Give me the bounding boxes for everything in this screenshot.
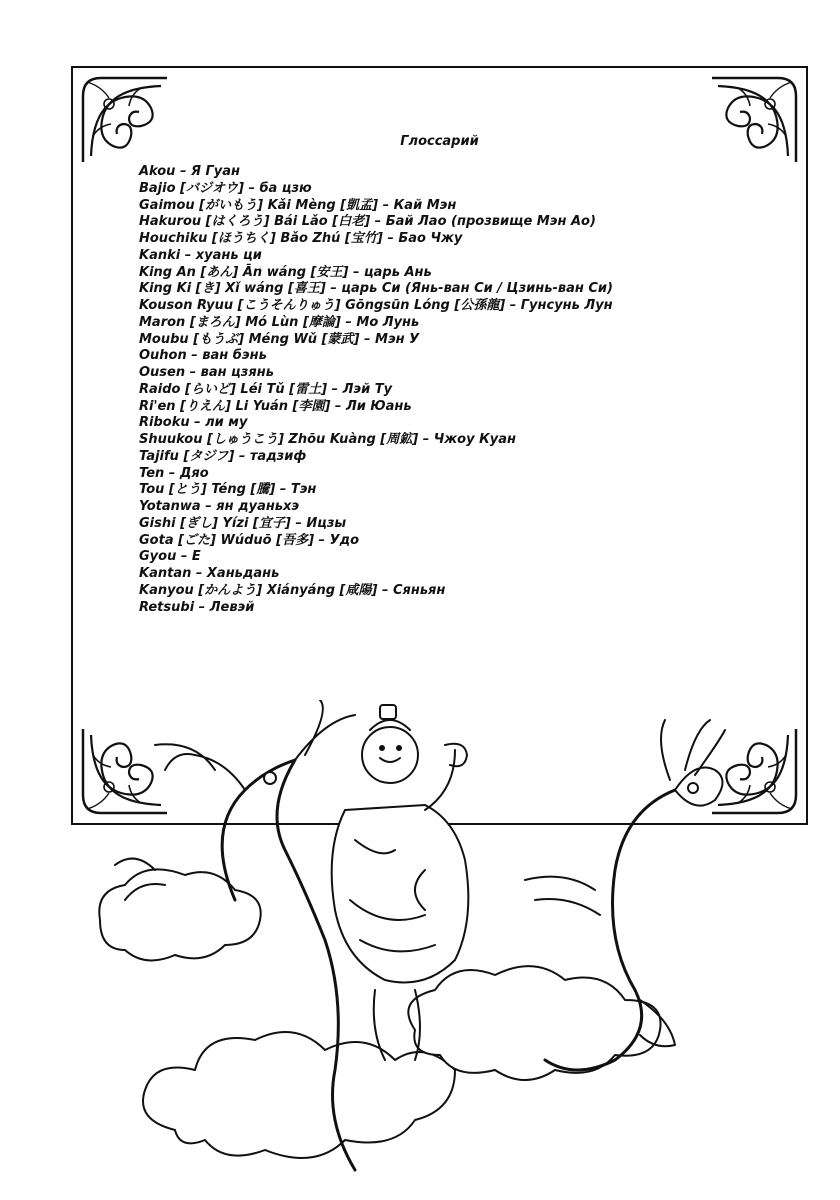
cloud bbox=[143, 1032, 455, 1158]
glossary-entry: Tajifu [タジフ] – тадзиф bbox=[139, 448, 307, 464]
glossary-entry: Bajio [バジオウ] – ба цзю bbox=[139, 180, 312, 196]
rider-robe bbox=[332, 805, 469, 983]
glossary-entry: King Ki [き] Xǐ wáng [喜王] – царь Си (Янь-ван Си / Цзинь-ван Си) bbox=[139, 281, 613, 297]
glossary-entry: Akou – Я Гуан bbox=[139, 164, 241, 179]
glossary-entry: Gishi [ぎし] Yízi [宜子] – Ицзы bbox=[139, 515, 347, 531]
glossary-entry: Gaimou [がいもう] Kǎi Mèng [凱孟] – Кай Мэн bbox=[139, 197, 457, 213]
glossary-entry: Kanki – хуань ци bbox=[139, 247, 262, 263]
glossary-entry: Moubu [もうぶ] Méng Wǔ [蒙武] – Мэн У bbox=[139, 331, 420, 347]
glossary-entry: Ten – Дяо bbox=[139, 465, 209, 481]
glossary-entry: Gota [ごた] Wúduō [吾多] – Удо bbox=[139, 532, 360, 548]
cloud bbox=[99, 869, 260, 960]
glossary-entry: Shuukou [しゅうこう] Zhōu Kuàng [周鉱] – Чжоу Куан bbox=[139, 432, 516, 447]
corner-ornament-top-left bbox=[81, 76, 169, 164]
glossary-entry: Tou [とう] Téng [騰] – Тэн bbox=[139, 482, 317, 498]
cloud bbox=[408, 966, 660, 1080]
glossary-title: Глоссарий bbox=[400, 134, 479, 149]
glossary-list bbox=[139, 164, 613, 616]
glossary-entry: Gyou – Е bbox=[139, 549, 201, 565]
rider-head bbox=[362, 727, 418, 783]
glossary-entry: Ri'en [りえん] Li Yuán [李園] – Ли Юань bbox=[139, 398, 412, 414]
glossary-entry: Kantan – Ханьдань bbox=[139, 566, 280, 581]
glossary-entry: King An [あん] Ān wáng [安王] – царь Ань bbox=[139, 264, 432, 280]
glossary-entry: Ouhon – ван бэнь bbox=[139, 348, 267, 364]
dragon-rider-illustration bbox=[95, 700, 735, 1200]
glossary-entry: Maron [まろん] Mó Lùn [摩論] – Мо Лунь bbox=[139, 314, 420, 330]
glossary-entry: Yotanwa – ян дуаньхэ bbox=[139, 499, 300, 514]
glossary-entry: Raido [らいど] Léi Tǔ [雷土] – Лэй Ту bbox=[139, 381, 393, 397]
glossary-entry: Houchiku [ほうちく] Bǎo Zhú [宝竹] – Бао Чжу bbox=[139, 231, 463, 246]
glossary-entry: Kanyou [かんよう] Xiányáng [咸陽] – Сяньян bbox=[139, 582, 446, 598]
glossary-entry: Retsubi – Левэй bbox=[139, 599, 255, 615]
glossary-entry: Ousen – ван цзянь bbox=[139, 365, 274, 380]
glossary-entry: Hakurou [はくろう] Bái Lǎo [白老] – Бай Лао (прозвище Мэн Ао) bbox=[139, 214, 596, 230]
glossary-entry: Riboku – ли му bbox=[139, 415, 248, 431]
corner-ornament-top-right bbox=[710, 76, 798, 164]
glossary-entry: Kouson Ryuu [こうそんりゅう] Gōngsūn Lóng [公孫龍] – Гунсунь Лун bbox=[139, 298, 613, 313]
